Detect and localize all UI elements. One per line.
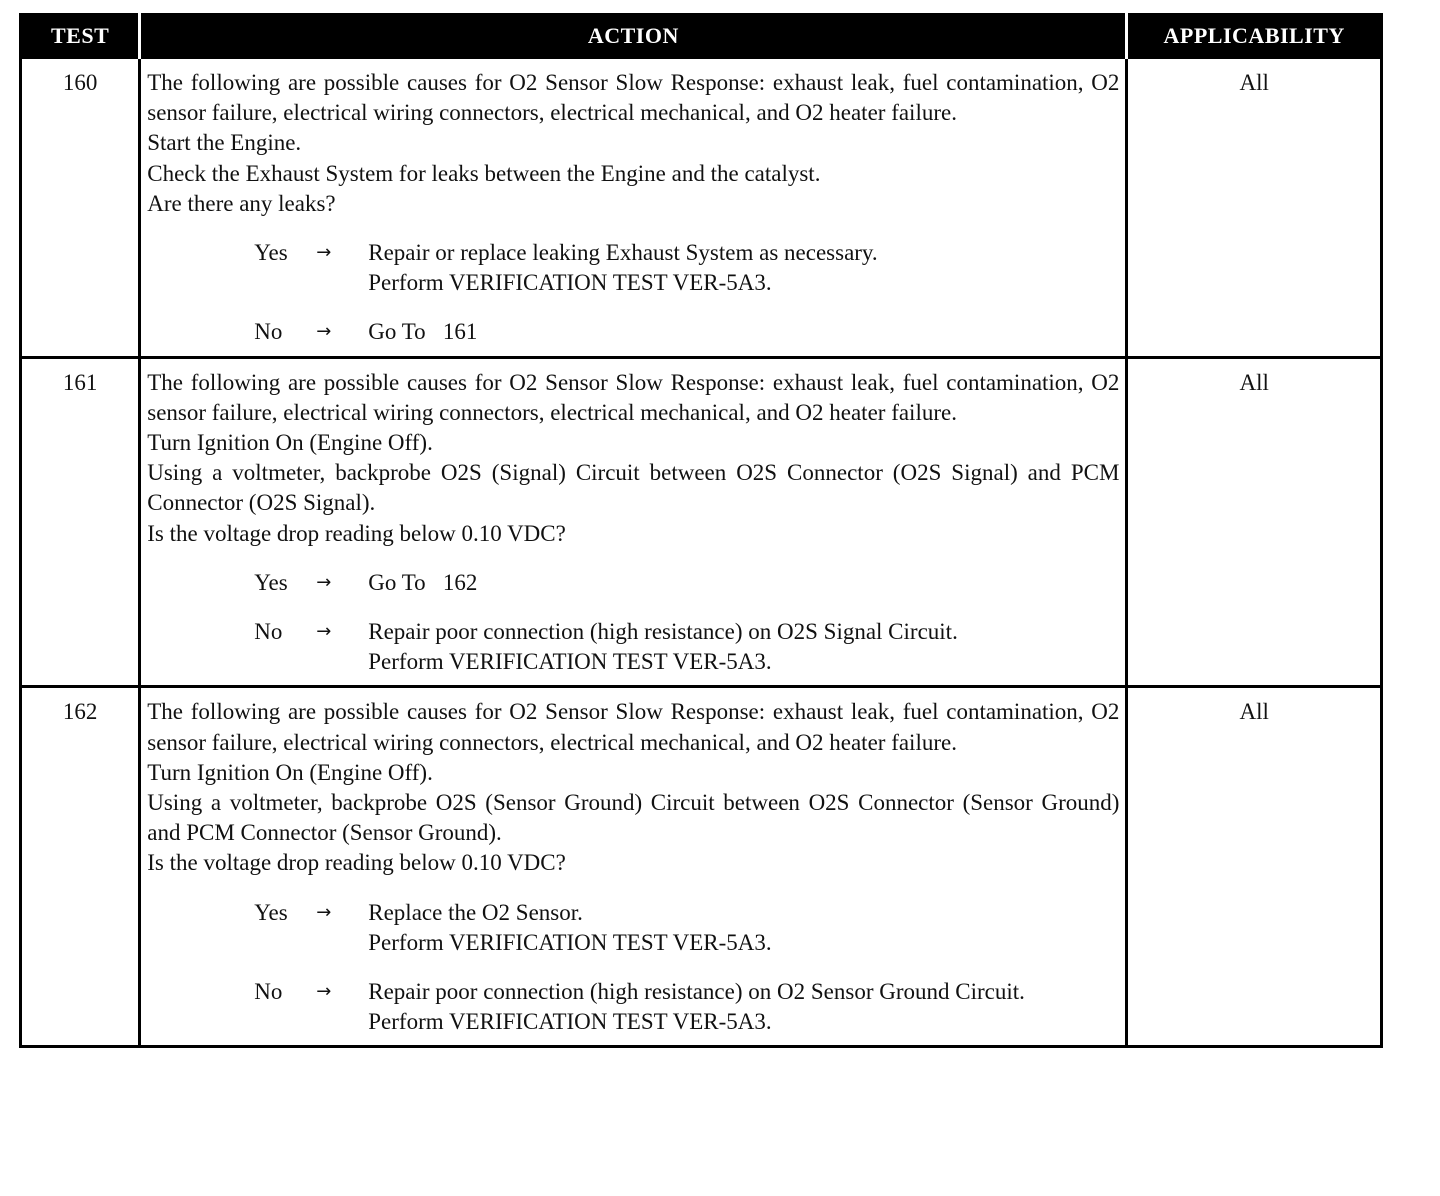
answer-label: Yes xyxy=(254,569,288,595)
arrow-right-icon: → xyxy=(316,242,332,264)
answer-list xyxy=(147,898,1119,1038)
answer-yes xyxy=(147,238,1119,298)
answer-line: Repair or replace leaking Exhaust System as necessary. xyxy=(368,240,878,266)
action-text: Start the Engine. xyxy=(147,130,302,156)
arrow-right-icon: → xyxy=(316,981,332,1003)
header-row xyxy=(21,15,1382,58)
action-cell xyxy=(140,357,1127,687)
diagnostic-test-table xyxy=(19,13,1383,1048)
action-text: Using a voltmeter, backprobe O2S (Signal) Circuit between O2S Connector (O2S Signal) and PCM Connector (O2S Signal). xyxy=(147,460,1120,516)
answer-label: No xyxy=(254,619,283,645)
answer-label: No xyxy=(254,979,283,1005)
header-applicability: APPLICABILITY xyxy=(1127,15,1382,58)
test-number: 161 xyxy=(21,357,140,687)
action-text: The following are possible causes for O2 Sensor Slow Response: exhaust leak, fuel contamination, O2 sensor failure, electrical wiring connectors, electrical mechanical, and O2 heater failure. xyxy=(147,70,1120,126)
action-text: Turn Ignition On (Engine Off). xyxy=(147,430,433,456)
arrow-right-icon: → xyxy=(316,321,332,343)
action-text: Check the Exhaust System for leaks between the Engine and the catalyst. xyxy=(147,160,821,186)
answer-list xyxy=(147,568,1119,678)
table-row xyxy=(21,687,1382,1047)
answer-no xyxy=(147,977,1119,1037)
answer-line: Perform VERIFICATION TEST VER-5A3. xyxy=(368,649,772,675)
action-text: Are there any leaks? xyxy=(147,190,336,216)
arrow-right-icon: → xyxy=(316,571,332,593)
action-text: Is the voltage drop reading below 0.10 VDC? xyxy=(147,520,566,546)
header-action: ACTION xyxy=(140,15,1127,58)
answer-yes xyxy=(147,568,1119,598)
test-number: 160 xyxy=(21,58,140,358)
answer-line: Perform VERIFICATION TEST VER-5A3. xyxy=(368,270,772,296)
arrow-right-icon: → xyxy=(316,901,332,923)
answer-line: Go To 161 xyxy=(368,319,478,345)
answer-label: Yes xyxy=(254,899,288,925)
applicability: All xyxy=(1127,687,1382,1047)
arrow-right-icon: → xyxy=(316,621,332,643)
answer-list xyxy=(147,238,1119,348)
answer-label: No xyxy=(254,319,283,345)
answer-text xyxy=(368,617,1119,677)
header-test: TEST xyxy=(21,15,140,58)
answer-text xyxy=(368,238,1119,298)
table-row xyxy=(21,58,1382,358)
action-cell xyxy=(140,58,1127,358)
test-number: 162 xyxy=(21,687,140,1047)
answer-no xyxy=(147,317,1119,347)
answer-line: Perform VERIFICATION TEST VER-5A3. xyxy=(368,1009,772,1035)
applicability: All xyxy=(1127,58,1382,358)
answer-line: Repair poor connection (high resistance) on O2 Sensor Ground Circuit. xyxy=(368,979,1025,1005)
action-text: The following are possible causes for O2 Sensor Slow Response: exhaust leak, fuel contamination, O2 sensor failure, electrical wiring connectors, electrical mechanical, and O2 heater failure. xyxy=(147,699,1120,755)
table-row xyxy=(21,357,1382,687)
action-text: Turn Ignition On (Engine Off). xyxy=(147,759,433,785)
action-text: The following are possible causes for O2 Sensor Slow Response: exhaust leak, fuel contamination, O2 sensor failure, electrical wiring connectors, electrical mechanical, and O2 heater failure. xyxy=(147,369,1120,425)
answer-line: Repair poor connection (high resistance) on O2S Signal Circuit. xyxy=(368,619,958,645)
action-text: Is the voltage drop reading below 0.10 VDC? xyxy=(147,850,566,876)
answer-no xyxy=(147,617,1119,677)
answer-text xyxy=(368,317,1119,347)
action-text: Using a voltmeter, backprobe O2S (Sensor Ground) Circuit between O2S Connector (Sensor Ground) and PCM Connector (Sensor Ground). xyxy=(147,790,1120,846)
answer-line: Perform VERIFICATION TEST VER-5A3. xyxy=(368,929,772,955)
answer-text xyxy=(368,568,1119,598)
answer-text xyxy=(368,898,1119,958)
table-body xyxy=(21,58,1382,1047)
answer-line: Replace the O2 Sensor. xyxy=(368,899,583,925)
answer-line: Go To 162 xyxy=(368,569,478,595)
answer-yes xyxy=(147,898,1119,958)
answer-label: Yes xyxy=(254,240,288,266)
applicability: All xyxy=(1127,357,1382,687)
answer-text xyxy=(368,977,1119,1037)
action-cell xyxy=(140,687,1127,1047)
